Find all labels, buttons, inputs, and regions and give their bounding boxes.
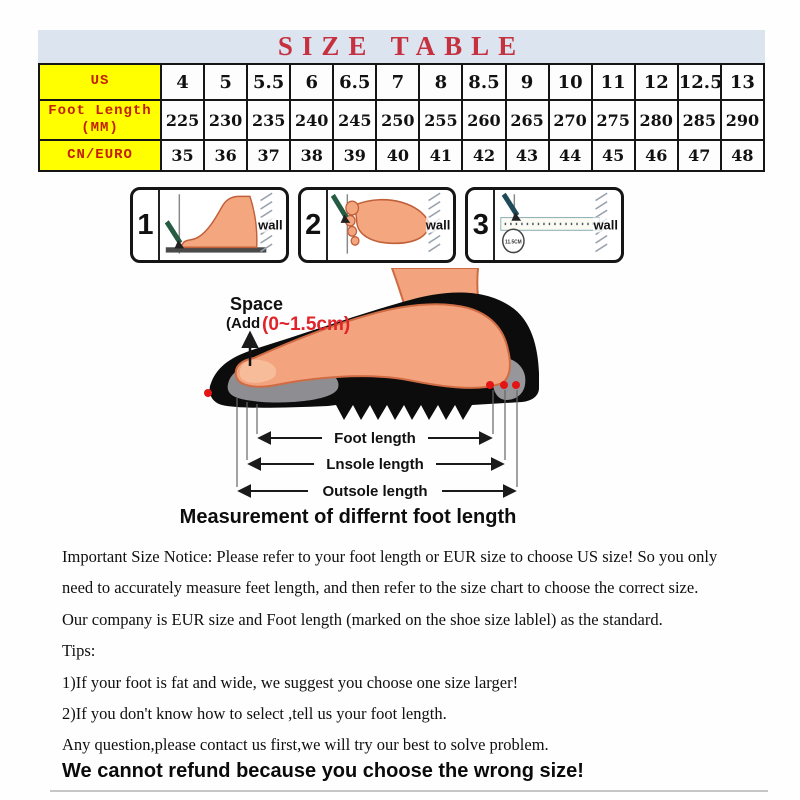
toe-marker-dot: [204, 389, 212, 397]
row-label: Foot Length (MM): [39, 100, 161, 140]
size-cell: 8.5: [462, 64, 505, 100]
size-cell: 270: [549, 100, 592, 140]
size-cell: 47: [678, 140, 721, 171]
measure-step-1: [130, 187, 289, 263]
size-cell: 240: [290, 100, 333, 140]
measure-step-3: [465, 187, 624, 263]
size-cell: 225: [161, 100, 204, 140]
size-cell: 260: [462, 100, 505, 140]
ruler-mark-label: 11.5CM: [505, 239, 523, 246]
foot-length-diagram: [180, 268, 620, 508]
notice-line: Tips:: [62, 641, 96, 661]
insole-length-label: Lnsole length: [326, 456, 424, 473]
size-cell: 13: [721, 64, 764, 100]
bottom-divider: [50, 790, 768, 792]
size-cell: 6: [290, 64, 333, 100]
step-1-number: 1: [133, 190, 160, 260]
size-cell: 255: [419, 100, 462, 140]
size-cell: 39: [333, 140, 376, 171]
space-label: Space: [230, 294, 284, 314]
notice-line: Any question,please contact us first,we will try our best to solve problem.: [62, 735, 549, 755]
step-3-number: 3: [468, 190, 495, 260]
size-cell: 265: [506, 100, 549, 140]
foot-measurement-illustration: [180, 268, 620, 508]
size-cell: 230: [204, 100, 247, 140]
size-notice: [62, 541, 768, 761]
size-cell: 41: [419, 140, 462, 171]
size-cell: 6.5: [333, 64, 376, 100]
size-cell: 8: [419, 64, 462, 100]
notice-line: need to accurately measure feet length, and then refer to the size chart to choose the correct size.: [62, 578, 699, 598]
size-cell: 275: [592, 100, 635, 140]
size-cell: 36: [204, 140, 247, 171]
diagram-heading: Measurement of differnt foot length: [179, 506, 517, 528]
step-2-number: 2: [301, 190, 328, 260]
wall-label: wall: [593, 217, 619, 233]
row-label: US: [39, 64, 161, 100]
size-table-title: SIZE TABLE: [38, 30, 765, 63]
size-table-row: [39, 140, 764, 171]
heel-marker-dot: [500, 381, 508, 389]
notice-line: Important Size Notice: Please refer to your foot length or EUR size to choose US size! So you only: [62, 547, 718, 566]
no-refund-warning: We cannot refund because you choose the wrong size!: [62, 760, 584, 782]
size-table-row: [39, 100, 764, 140]
size-cell: 10: [549, 64, 592, 100]
size-table-row: [39, 64, 764, 100]
wall-label: wall: [425, 217, 451, 233]
size-table: [38, 63, 765, 172]
size-cell: 38: [290, 140, 333, 171]
foot-length-label: Foot length: [334, 430, 416, 447]
size-cell: 235: [247, 100, 290, 140]
size-cell: 37: [247, 140, 290, 171]
size-cell: 280: [635, 100, 678, 140]
notice-line: 2)If you don't know how to select ,tell us your foot length.: [62, 703, 447, 723]
size-cell: 7: [376, 64, 419, 100]
size-cell: 48: [721, 140, 764, 171]
size-cell: 44: [549, 140, 592, 171]
space-value-label: (0~1.5cm): [262, 314, 351, 335]
size-cell: 46: [635, 140, 678, 171]
size-cell: 35: [161, 140, 204, 171]
size-table-section: [38, 30, 765, 172]
size-cell: 290: [721, 100, 764, 140]
heel-marker-dot: [486, 381, 494, 389]
row-label: CN/EURO: [39, 140, 161, 171]
size-cell: 250: [376, 100, 419, 140]
size-cell: 4: [161, 64, 204, 100]
notice-line: Our company is EUR size and Foot length (marked on the shoe size lablel) as the standard.: [62, 609, 663, 629]
measurement-steps: [130, 187, 624, 263]
size-cell: 245: [333, 100, 376, 140]
size-cell: 45: [592, 140, 635, 171]
outsole-length-label: Outsole length: [322, 483, 428, 500]
size-cell: 11: [592, 64, 635, 100]
size-cell: 5.5: [247, 64, 290, 100]
space-prefix-label: (Add: [226, 315, 261, 332]
size-cell: 12.5: [678, 64, 721, 100]
size-cell: 5: [204, 64, 247, 100]
size-cell: 42: [462, 140, 505, 171]
wall-label: wall: [258, 217, 283, 233]
size-cell: 40: [376, 140, 419, 171]
size-cell: 285: [678, 100, 721, 140]
heel-marker-dot: [512, 381, 520, 389]
size-cell: 43: [506, 140, 549, 171]
size-cell: 9: [506, 64, 549, 100]
size-cell: 12: [635, 64, 678, 100]
measure-step-2: [298, 187, 457, 263]
notice-line: 1)If your foot is fat and wide, we suggest you choose one size larger!: [62, 672, 519, 692]
